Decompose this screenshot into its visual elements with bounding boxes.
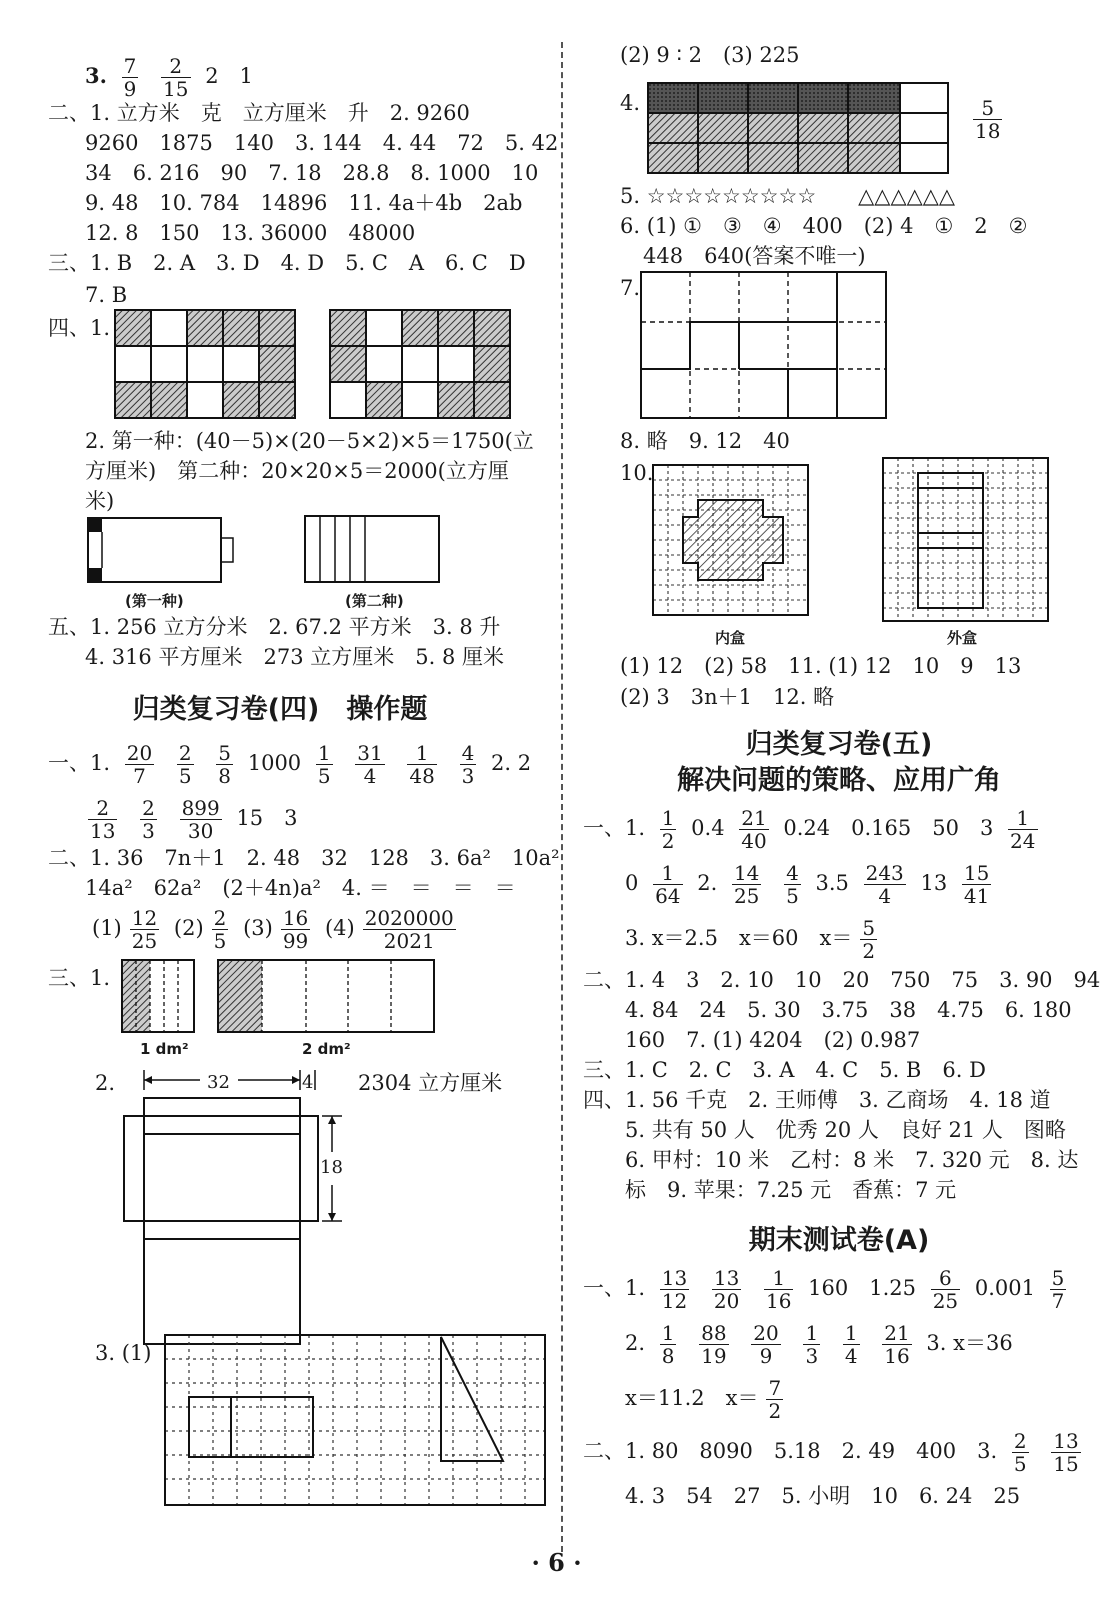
- answer-line: 14a² 62a² (2＋4n)a² 4. ＝ ＝ ＝ ＝: [85, 876, 516, 900]
- fraction: $\frac{2}{13}$: [90, 796, 116, 843]
- answer-line: 3. x＝2.5 x＝60 x＝ $\frac{5}{2}$: [625, 916, 876, 963]
- fraction: $\frac{21}{40}$: [741, 806, 767, 853]
- fraction: $\frac{4}{5}$: [786, 861, 799, 908]
- fraction: $\frac{2}{5}$: [213, 906, 227, 953]
- answer-line: 方厘米) 第二种：20×20×5＝2000(立方厘: [85, 459, 509, 483]
- figure-caption: 1 dm²: [140, 1040, 189, 1058]
- fraction: $\frac{13}{15}$: [1053, 1429, 1079, 1476]
- dimension-label: 18: [320, 1157, 343, 1178]
- fraction: $\frac{21}{16}$: [884, 1321, 910, 1368]
- section-title: 期末测试卷(A): [748, 1225, 930, 1256]
- fraction: $\frac{20}{9}$: [753, 1321, 779, 1368]
- answer-line: 五、1. 256 立方分米 2. 67.2 平方米 3. 8 升: [48, 615, 501, 639]
- answer-line: 2. $\frac{1}{8}$ $\frac{88}{19}$ $\frac{20}{9}$ $\frac{1}{3}$ $\frac{1}{4}$ $\frac{21}{16}$ 3. x＝36: [625, 1321, 1013, 1368]
- answer-line: 9. 48 10. 784 14896 11. 4a＋4b 2ab: [85, 191, 523, 215]
- fraction: $\frac{7}{2}$: [768, 1376, 782, 1423]
- answer-line: (2) 9 ∶ 2 (3) 225: [620, 43, 800, 67]
- section-title: 归类复习卷(四) 操作题: [132, 694, 428, 725]
- answer-line: 2. 第一种：(40－5)×(20－5×2)×5＝1750(立: [85, 429, 534, 453]
- fraction: $\frac{7}{9}$: [123, 54, 137, 101]
- answer-line: 米): [85, 489, 115, 513]
- fraction: $\frac{1}{4}$: [844, 1321, 858, 1368]
- fraction: $\frac{13}{20}$: [713, 1266, 740, 1313]
- answer-line: 0 $\frac{1}{64}$ 2. $\frac{14}{25}$ $\frac{4}{5}$ 3.5 $\frac{243}{4}$ 13 $\frac{15}{41}$: [625, 861, 990, 908]
- answer-line: 三、1. B 2. A 3. D 4. D 5. C A 6. C D: [48, 251, 526, 275]
- answer-line: 2304 立方厘米: [358, 1071, 503, 1095]
- figure-caption: (第二种): [345, 592, 404, 610]
- fraction: $\frac{1}{48}$: [409, 741, 435, 788]
- dimension-label: 32: [207, 1072, 230, 1093]
- fraction: $\frac{2020000}{2021}$: [364, 906, 454, 953]
- fraction: $\frac{5}{18}$: [975, 96, 1001, 143]
- answer-line: (1) 12 (2) 58 11. (1) 12 10 9 13: [620, 654, 1022, 678]
- answer-line: 一、1. $\frac{20}{7}$ $\frac{2}{5}$ $\frac{5}{8}$ 1000 $\frac{1}{5}$ $\frac{31}{4}$ $\frac{1}{48}$ $\frac{4}{3}$ 2. 2: [48, 741, 532, 788]
- answer-line: 四、1.: [48, 316, 111, 340]
- fraction: $\frac{2}{15}$: [163, 54, 189, 101]
- fraction: $\frac{1}{24}$: [1010, 806, 1036, 853]
- fraction: $\frac{6}{25}$: [932, 1266, 959, 1313]
- answer-line: 160 7. (1) 4204 (2) 0.987: [625, 1028, 921, 1052]
- fraction: $\frac{2}{5}$: [178, 741, 192, 788]
- answer-line: 4. 3 54 27 5. 小明 10 6. 24 25: [625, 1484, 1021, 1508]
- answer-line: 二、1. 立方米 克 立方厘米 升 2. 9260: [48, 101, 470, 125]
- answer-line: (1) $\frac{12}{25}$ (2) $\frac{2}{5}$ (3) $\frac{16}{99}$ (4) $\frac{2020000}{2021}$: [92, 906, 454, 953]
- answer-line: 3. $\frac{7}{9}$ $\frac{2}{15}$ 2 1: [85, 54, 253, 101]
- dm-figure-2: [218, 960, 438, 1034]
- answer-line: 5. 共有 50 人 优秀 20 人 良好 21 人 图略: [625, 1118, 1066, 1142]
- answer-line: 448 640(答案不唯一): [643, 244, 866, 268]
- fraction: $\frac{1}{5}$: [317, 741, 331, 788]
- answer-line: 四、1. 56 千克 2. 王师傅 3. 乙商场 4. 18 道: [583, 1088, 1051, 1112]
- fraction: $\frac{15}{41}$: [963, 861, 990, 908]
- figure-caption: 内盒: [715, 629, 746, 647]
- answer-line: 3. (1): [95, 1341, 152, 1365]
- fraction: $\frac{2}{5}$: [1013, 1429, 1027, 1476]
- fraction: $\frac{899}{30}$: [181, 796, 220, 843]
- shaded-grid-1: [115, 310, 300, 420]
- section-subtitle: 解决问题的策略、应用广角: [677, 765, 1001, 796]
- column-divider: [561, 42, 563, 1552]
- shaded-grid-2: [330, 310, 515, 420]
- answer-line: 7. B: [85, 283, 128, 307]
- answer-line: 二、1. 36 7n＋1 2. 48 32 128 3. 6a² 10a²: [48, 846, 560, 870]
- answer-line: 10.: [620, 461, 654, 485]
- fraction: $\frac{1}{8}$: [661, 1321, 675, 1368]
- answer-line: 二、1. 4 3 2. 10 10 20 750 75 3. 90 94: [583, 968, 1101, 992]
- box-first-figure: [88, 518, 238, 584]
- fraction: $\frac{16}{99}$: [282, 906, 309, 953]
- answer-line: 一、1. $\frac{1}{2}$ 0.4 $\frac{21}{40}$ 0.24 0.165 50 3 $\frac{1}{24}$: [583, 806, 1036, 853]
- answer-line: 9260 1875 140 3. 144 4. 44 72 5. 42: [85, 131, 559, 155]
- folding-figure: [641, 272, 891, 422]
- answer-line: [965, 95, 1010, 142]
- answer-line: 标 9. 苹果：7.25 元 香蕉：7 元: [625, 1178, 957, 1202]
- outer-box-grid: [883, 458, 1053, 626]
- inner-box-grid: [653, 465, 813, 620]
- answer-line: 6. 甲村：10 米 乙村：8 米 7. 320 元 8. 达: [625, 1148, 1079, 1172]
- answer-line: 6. (1) ① ③ ④ 400 (2) 4 ① 2 ②: [620, 214, 1028, 238]
- answer-line: 三、1. C 2. C 3. A 4. C 5. B 6. D: [583, 1058, 986, 1082]
- fraction: $\frac{2}{3}$: [142, 796, 155, 843]
- answer-line: 4.: [620, 91, 641, 115]
- answer-line: 8. 略 9. 12 40: [620, 429, 790, 453]
- answer-line: 二、1. 80 8090 5.18 2. 49 400 3. $\frac{2}{5}$ $\frac{13}{15}$: [583, 1429, 1079, 1476]
- fraction: $\frac{5}{2}$: [862, 916, 876, 963]
- fraction: $\frac{13}{12}$: [661, 1266, 688, 1313]
- fraction: $\frac{5}{7}$: [1051, 1266, 1065, 1313]
- dm-figure-1: [122, 960, 197, 1034]
- answer-line: x＝11.2 x＝ $\frac{7}{2}$: [625, 1376, 782, 1423]
- answer-line: 5. ☆☆☆☆☆☆☆☆☆ △△△△△△: [620, 184, 956, 208]
- dotted-grid-figure: [165, 1335, 550, 1510]
- fraction: $\frac{1}{64}$: [655, 861, 681, 908]
- answer-line: 34 6. 216 90 7. 18 28.8 8. 1000 10: [85, 161, 539, 185]
- answer-line: 2.: [95, 1071, 116, 1095]
- figure-caption: 2 dm²: [302, 1040, 351, 1058]
- fraction: $\frac{5}{8}$: [218, 741, 232, 788]
- answer-line: 4. 316 平方厘米 273 立方厘米 5. 8 厘米: [85, 645, 504, 669]
- figure-caption: (第一种): [125, 592, 184, 610]
- box-second-figure: [305, 516, 441, 584]
- answer-line: 一、1. $\frac{13}{12}$ $\frac{13}{20}$ $\frac{1}{16}$ 160 1.25 $\frac{6}{25}$ 0.001 $\frac{5}{7}$: [583, 1266, 1065, 1313]
- section-title: 归类复习卷(五): [745, 729, 933, 760]
- answer-line: $\frac{2}{13}$ $\frac{2}{3}$ $\frac{899}{30}$ 15 3: [90, 796, 298, 843]
- fraction: $\frac{1}{3}$: [805, 1321, 819, 1368]
- page-number: · 6 ·: [531, 1548, 582, 1577]
- answer-line: 4. 84 24 5. 30 3.75 38 4.75 6. 180: [625, 998, 1072, 1022]
- fraction: $\frac{1}{2}$: [661, 806, 675, 853]
- answer-line: 12. 8 150 13. 36000 48000: [85, 221, 416, 245]
- fraction: $\frac{88}{19}$: [701, 1321, 727, 1368]
- fraction: $\frac{14}{25}$: [733, 861, 760, 908]
- fraction: $\frac{31}{4}$: [357, 741, 383, 788]
- shaded-bar-grid: [648, 83, 958, 175]
- fraction: $\frac{4}{3}$: [461, 741, 475, 788]
- fraction: $\frac{1}{16}$: [766, 1266, 792, 1313]
- answer-line: 三、1.: [48, 966, 111, 990]
- dimension-label: 4: [302, 1072, 314, 1093]
- fraction: $\frac{12}{25}$: [131, 906, 158, 953]
- fraction: $\frac{243}{4}$: [865, 861, 904, 908]
- figure-caption: 外盒: [947, 629, 978, 647]
- answer-line: (2) 3 3n＋1 12. 略: [620, 685, 835, 709]
- answer-line: 7.: [620, 276, 641, 300]
- fraction: $\frac{20}{7}$: [126, 741, 153, 788]
